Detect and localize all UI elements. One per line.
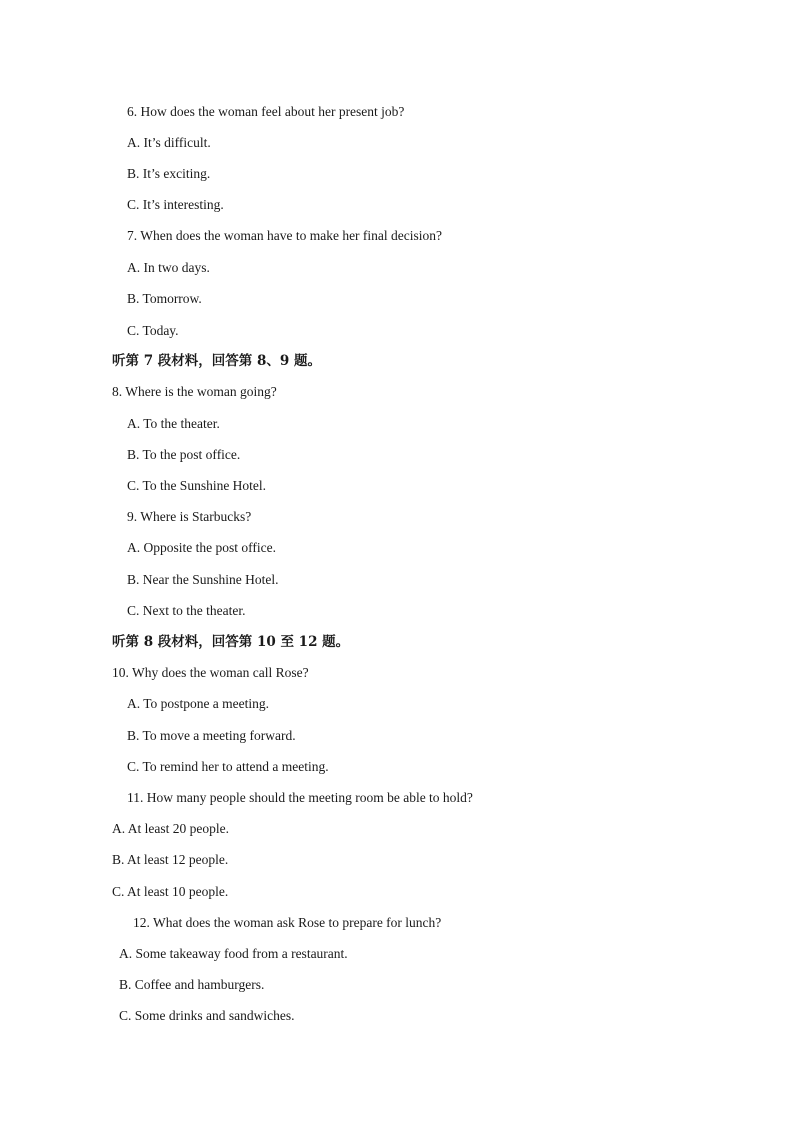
question-7-option-c: C. Today. — [127, 323, 179, 338]
question-12-option-c: C. Some drinks and sandwiches. — [119, 1008, 295, 1023]
question-6: 6. How does the woman feel about her present job? — [127, 104, 405, 119]
question-7-option-b: B. Tomorrow. — [127, 291, 202, 306]
section-heading-8: 听第 8 段材料，回答第 10 至 12 题。 — [112, 634, 350, 650]
question-9-option-c: C. Next to the theater. — [127, 603, 246, 618]
question-12-option-a: A. Some takeaway food from a restaurant. — [119, 946, 348, 961]
question-11: 11. How many people should the meeting room be able to hold? — [127, 790, 473, 805]
question-9-option-a: A. Opposite the post office. — [127, 540, 276, 555]
question-12: 12. What does the woman ask Rose to prepare for lunch? — [133, 915, 442, 930]
question-6-option-c: C. It’s interesting. — [127, 197, 224, 212]
question-11-option-c: C. At least 10 people. — [112, 884, 229, 899]
question-6-option-b: B. It’s exciting. — [127, 166, 211, 181]
question-10: 10. Why does the woman call Rose? — [112, 665, 309, 680]
question-8-option-a: A. To the theater. — [127, 416, 220, 431]
question-9-option-b: B. Near the Sunshine Hotel. — [127, 572, 279, 587]
question-8-option-b: B. To the post office. — [127, 447, 241, 462]
question-9: 9. Where is Starbucks? — [127, 509, 252, 524]
question-8: 8. Where is the woman going? — [112, 384, 277, 399]
section-heading-7: 听第 7 段材料，回答第 8、9 题。 — [112, 353, 321, 369]
question-7: 7. When does the woman have to make her final decision? — [127, 228, 443, 243]
question-6-option-a: A. It’s difficult. — [127, 135, 211, 150]
question-10-option-a: A. To postpone a meeting. — [127, 696, 270, 711]
question-11-option-a: A. At least 20 people. — [112, 821, 229, 836]
question-8-option-c: C. To the Sunshine Hotel. — [127, 478, 267, 493]
question-12-option-b: B. Coffee and hamburgers. — [119, 977, 265, 992]
question-10-option-b: B. To move a meeting forward. — [127, 728, 296, 743]
question-11-option-b: B. At least 12 people. — [112, 852, 229, 867]
question-7-option-a: A. In two days. — [127, 260, 210, 275]
question-10-option-c: C. To remind her to attend a meeting. — [127, 759, 329, 774]
